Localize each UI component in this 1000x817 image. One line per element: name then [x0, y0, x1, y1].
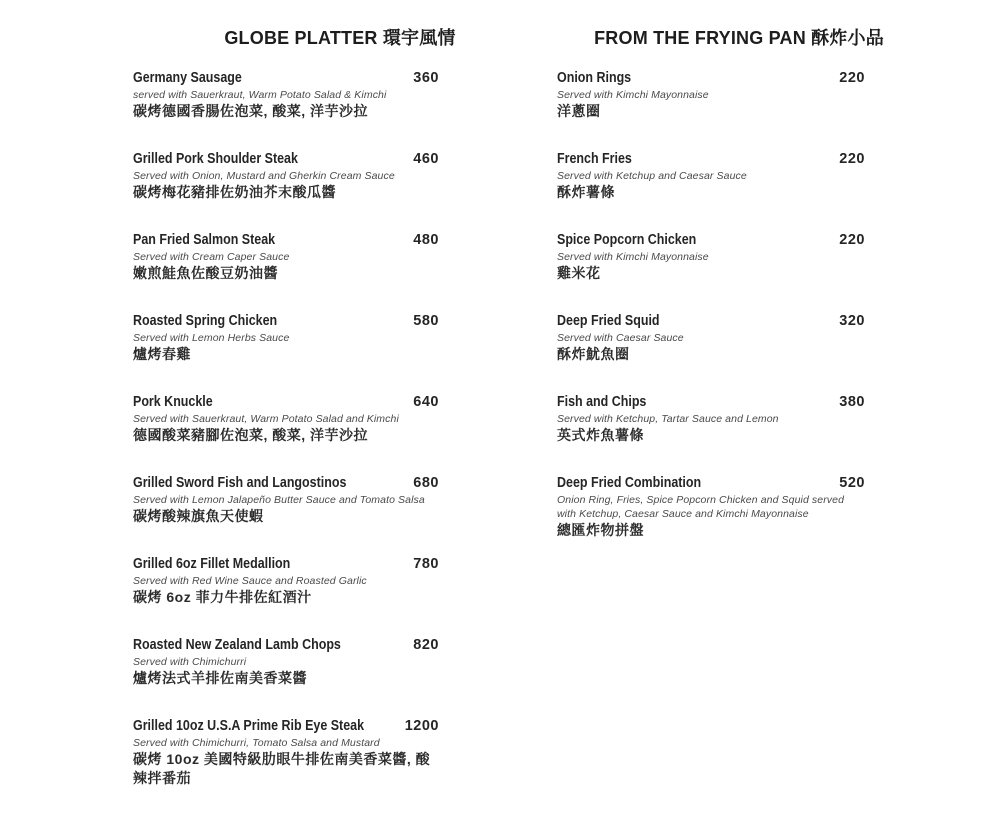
item-name: Grilled Pork Shoulder Steak	[133, 151, 298, 167]
section-title-from-the-frying-pan: FROM THE FRYING PAN 酥炸小品	[594, 28, 884, 48]
menu-item	[557, 393, 865, 445]
section-items-globe-platter	[133, 69, 439, 788]
item-name: Fish and Chips	[557, 394, 647, 410]
item-chinese-name: 碳烤 6oz 菲力牛排佐紅酒汁	[133, 589, 312, 605]
menu-item-row	[557, 231, 865, 250]
item-name: Onion Rings	[557, 70, 632, 86]
menu-item-row	[133, 474, 439, 493]
item-name: Pork Knuckle	[133, 394, 213, 410]
section-items-from-the-frying-pan	[557, 69, 865, 540]
item-description: Onion Ring, Fries, Spice Popcorn Chicken and Squid served with Ketchup, Caesar Sauce and Kimchi Mayonnaise	[557, 494, 845, 520]
menu-item-row	[557, 474, 865, 493]
menu-item	[133, 69, 439, 121]
item-description: Served with Kimchi Mayonnaise	[557, 251, 709, 263]
item-price: 220	[839, 232, 865, 248]
menu-item	[133, 636, 439, 688]
item-name: Deep Fried Combination	[557, 475, 702, 491]
item-price: 460	[413, 151, 439, 167]
menu-item	[557, 69, 865, 121]
menu-item-row	[557, 69, 865, 88]
menu-item-row	[133, 393, 439, 412]
menu-item	[133, 231, 439, 283]
menu-item	[133, 393, 439, 445]
menu-item	[133, 555, 439, 607]
item-description: Served with Cream Caper Sauce	[133, 251, 290, 263]
menu-item	[557, 312, 865, 364]
menu-item-row	[133, 150, 439, 169]
item-price: 380	[839, 394, 865, 410]
menu-item-row	[133, 231, 439, 250]
item-price: 820	[413, 637, 439, 653]
item-chinese-name: 嫩煎鮭魚佐酸豆奶油醬	[133, 265, 278, 281]
item-description: Served with Lemon Herbs Sauce	[133, 332, 290, 344]
item-name: Roasted New Zealand Lamb Chops	[133, 637, 341, 653]
item-chinese-name: 碳烤酸辣旗魚天使蝦	[133, 508, 264, 524]
menu-item	[557, 150, 865, 202]
item-chinese-name: 雞米花	[557, 265, 601, 281]
item-name: Grilled 10oz U.S.A Prime Rib Eye Steak	[133, 718, 365, 734]
item-price: 680	[413, 475, 439, 491]
item-description: Served with Kimchi Mayonnaise	[557, 89, 709, 101]
menu-item-row	[133, 636, 439, 655]
menu-item-row	[557, 312, 865, 331]
item-description: Served with Red Wine Sauce and Roasted Garlic	[133, 575, 367, 587]
item-description: Served with Chimichurri	[133, 656, 247, 668]
menu-item-row	[133, 555, 439, 574]
section-globe-platter	[133, 26, 456, 817]
item-name: French Fries	[557, 151, 632, 167]
item-price: 220	[839, 151, 865, 167]
item-price: 580	[413, 313, 439, 329]
item-name: Deep Fried Squid	[557, 313, 660, 329]
item-chinese-name: 碳烤梅花豬排佐奶油芥末酸瓜醬	[133, 184, 336, 200]
menu-item-row	[133, 717, 439, 736]
item-name: Pan Fried Salmon Steak	[133, 232, 276, 248]
item-chinese-name: 洋蔥圈	[557, 103, 601, 119]
menu-item-row	[133, 312, 439, 331]
item-name: Grilled 6oz Fillet Medallion	[133, 556, 291, 572]
item-price: 220	[839, 70, 865, 86]
menu-item-row	[557, 150, 865, 169]
menu-item	[133, 474, 439, 526]
item-description: Served with Onion, Mustard and Gherkin Cream Sauce	[133, 170, 395, 182]
item-chinese-name: 酥炸魷魚圈	[557, 346, 630, 362]
section-title-globe-platter: GLOBE PLATTER 環宇風情	[224, 28, 456, 48]
section-from-the-frying-pan	[557, 26, 884, 817]
item-description: Served with Caesar Sauce	[557, 332, 684, 344]
item-description: Served with Sauerkraut, Warm Potato Salad and Kimchi	[133, 413, 399, 425]
item-chinese-name: 爐烤春雞	[133, 346, 191, 362]
item-price: 320	[839, 313, 865, 329]
item-price: 480	[413, 232, 439, 248]
menu-item-row	[133, 69, 439, 88]
item-chinese-name: 碳烤德國香腸佐泡菜, 酸菜, 洋芋沙拉	[133, 103, 369, 119]
menu-item	[133, 150, 439, 202]
item-name: Roasted Spring Chicken	[133, 313, 278, 329]
item-chinese-name: 英式炸魚薯條	[557, 427, 644, 443]
menu-item	[557, 231, 865, 283]
menu-item-row	[557, 393, 865, 412]
item-price: 360	[413, 70, 439, 86]
item-name: Germany Sausage	[133, 70, 242, 86]
menu-item	[557, 474, 865, 540]
item-name: Grilled Sword Fish and Langostinos	[133, 475, 347, 491]
item-price: 1200	[404, 718, 439, 734]
menu-item	[133, 717, 439, 788]
menu-item	[133, 312, 439, 364]
item-chinese-name: 德國酸菜豬腳佐泡菜, 酸菜, 洋芋沙拉	[133, 427, 369, 443]
item-description: served with Sauerkraut, Warm Potato Salad & Kimchi	[133, 89, 387, 101]
item-price: 640	[413, 394, 439, 410]
item-description: Served with Ketchup, Tartar Sauce and Lemon	[557, 413, 779, 425]
item-chinese-name: 總匯炸物拼盤	[557, 522, 644, 538]
item-description: Served with Chimichurri, Tomato Salsa and Mustard	[133, 737, 380, 749]
item-price: 780	[413, 556, 439, 572]
item-description: Served with Ketchup and Caesar Sauce	[557, 170, 747, 182]
item-chinese-name: 爐烤法式羊排佐南美香菜醬	[133, 670, 307, 686]
item-chinese-name: 酥炸薯條	[557, 184, 615, 200]
item-description: Served with Lemon Jalapeño Butter Sauce and Tomato Salsa	[133, 494, 425, 506]
item-price: 520	[839, 475, 865, 491]
item-chinese-name: 碳烤 10oz 美國特級肋眼牛排佐南美香菜醬, 酸辣拌番茄	[133, 751, 431, 786]
item-name: Spice Popcorn Chicken	[557, 232, 697, 248]
